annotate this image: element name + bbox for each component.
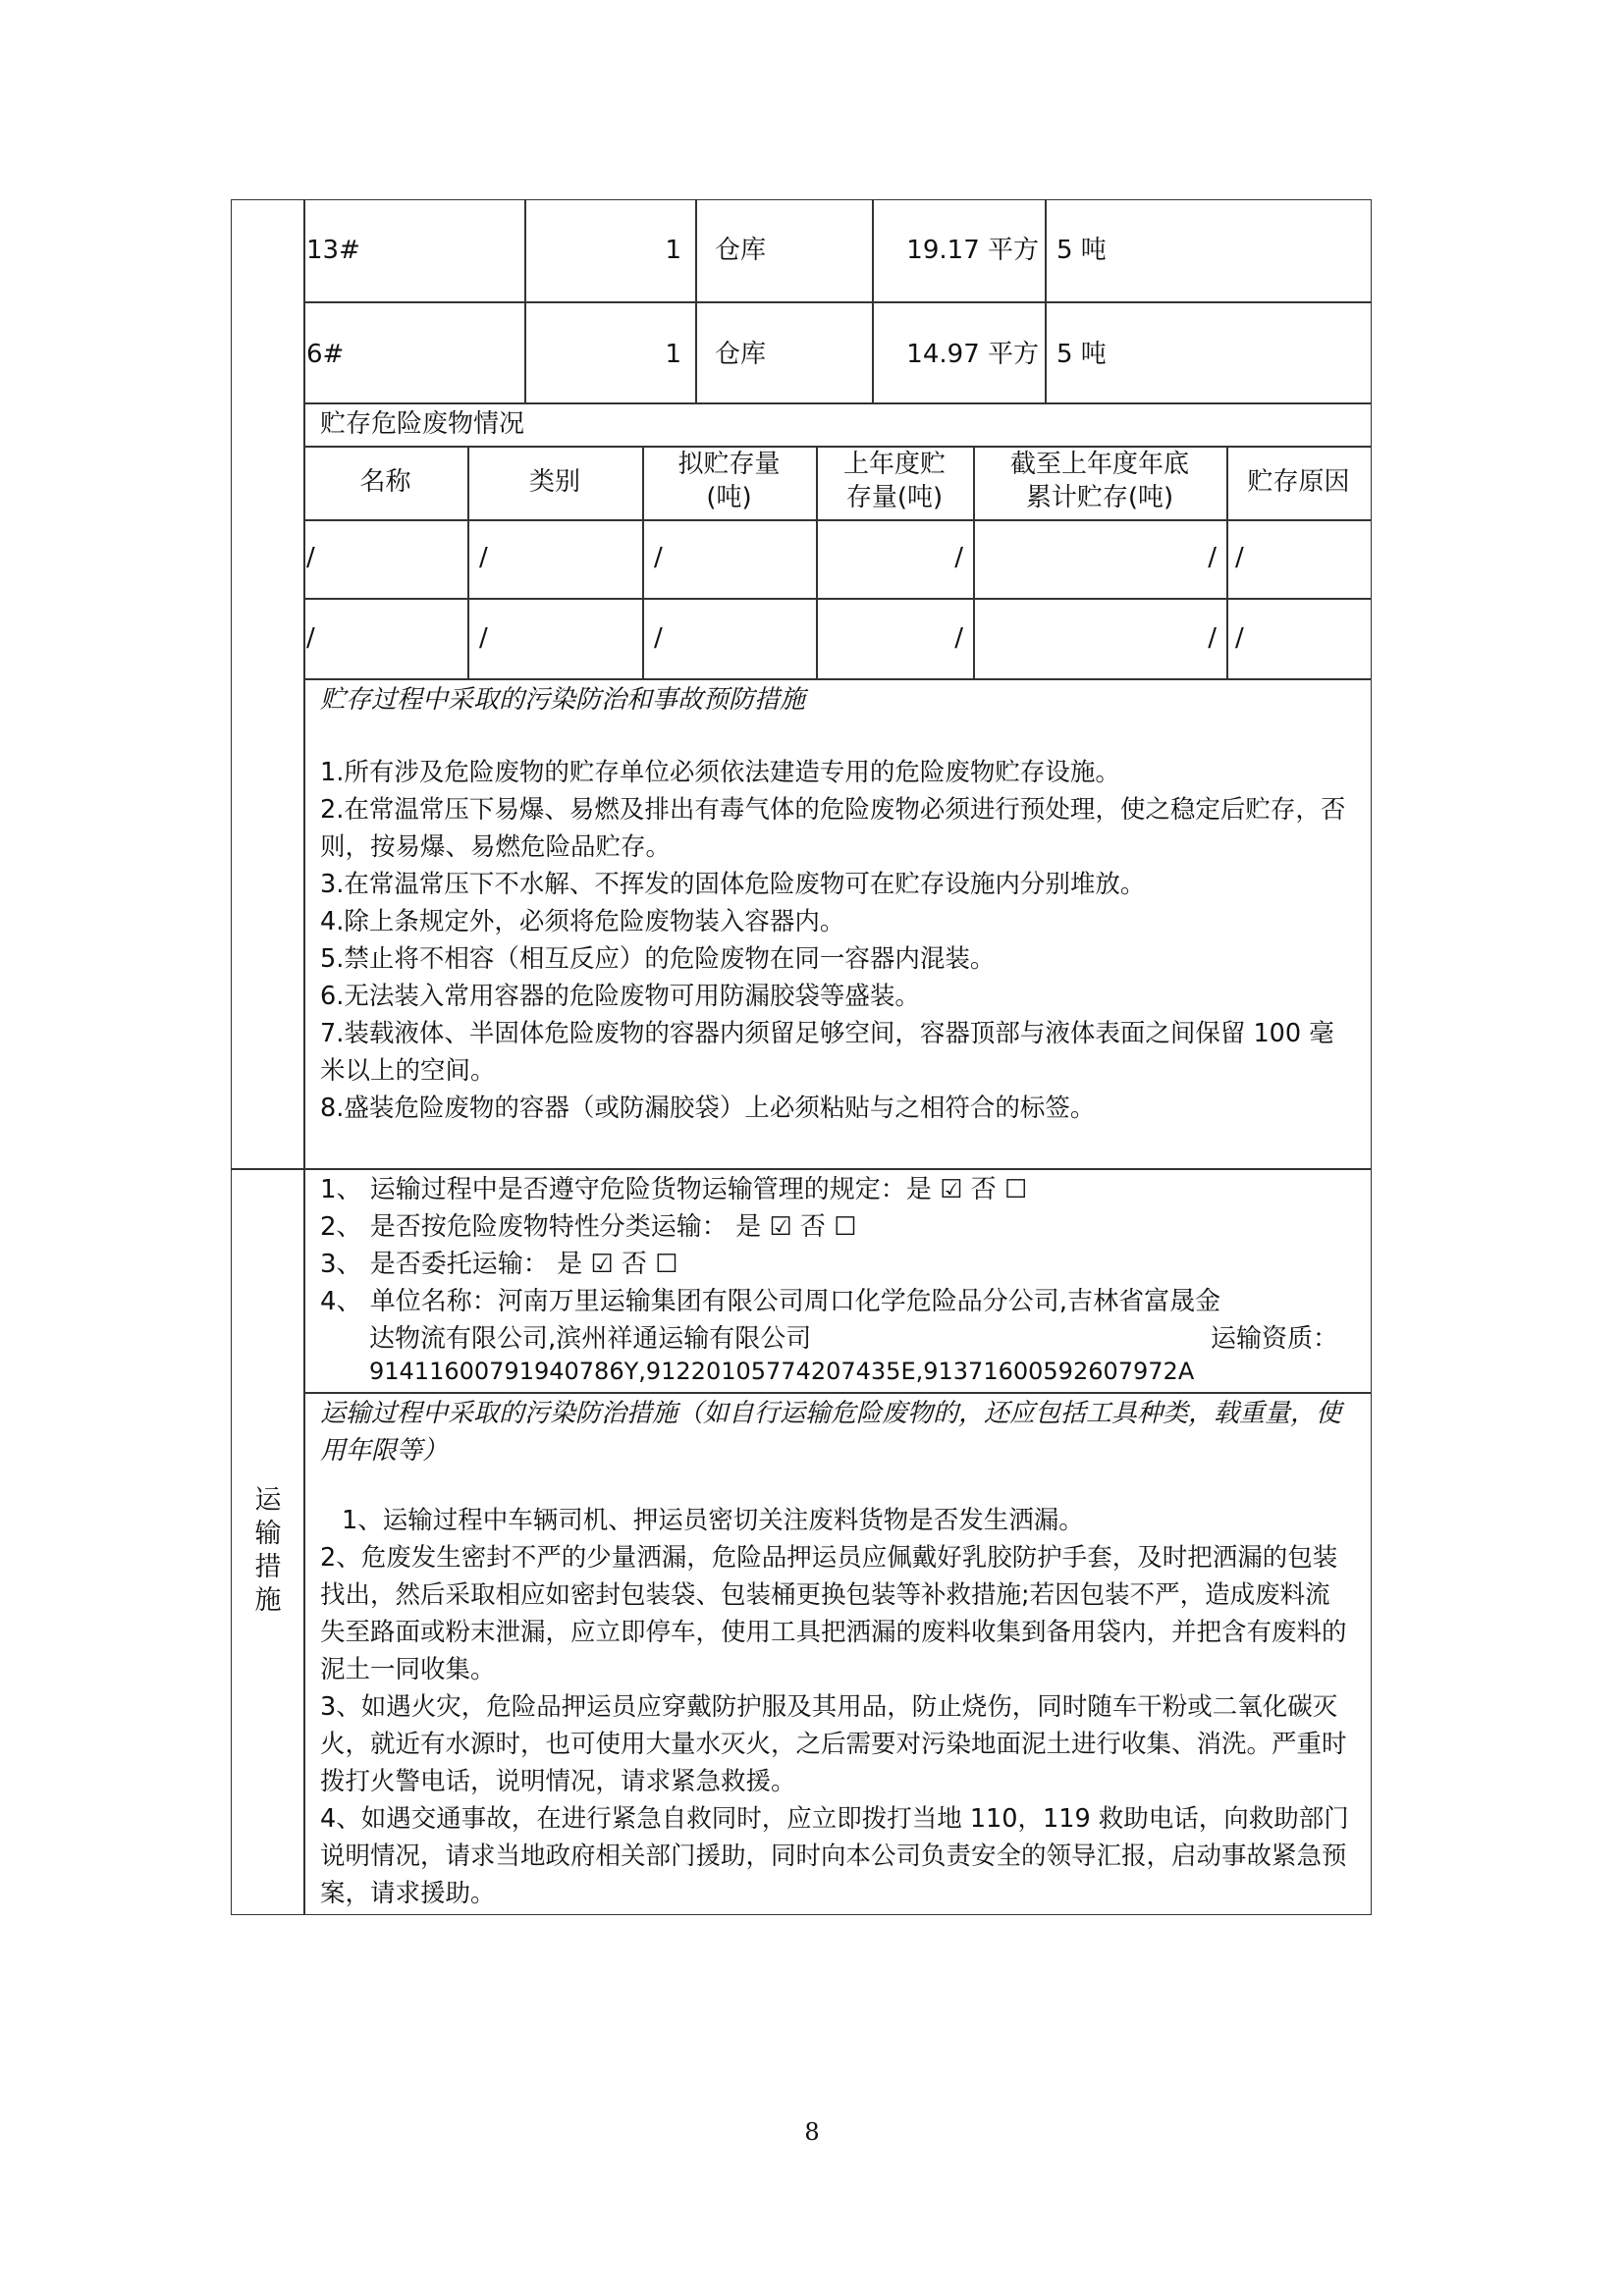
transport-measure-item: 1、运输过程中车辆司机、押运员密切关注废料货物是否发生洒漏。	[342, 1506, 1084, 1535]
storage-measure-item: 7.装载液体、半固体危险废物的容器内须留足够空间，容器顶部与液体表面之间保留 100 毫米以上的空间。	[320, 1019, 1334, 1086]
transport-measure-item: 4、如遇交通事故，在进行紧急自救同时，应立即拨打当地 110，119 救助电话，向救助部门说明情况，请求当地政府相关部门援助，同时向本公司负责安全的领导汇报，启动事故紧急预案，请求援助。	[320, 1804, 1349, 1908]
cell: /	[479, 623, 488, 653]
cell: /	[479, 543, 488, 572]
row-divider	[303, 598, 1371, 600]
facility-area: 14.97 平方	[906, 340, 1039, 369]
header-planned-text: 拟贮存量 (吨)	[677, 450, 781, 512]
facility-count: 1	[665, 340, 681, 369]
row-divider	[303, 301, 1371, 303]
cell: /	[1235, 543, 1244, 572]
facility-id: 13#	[306, 236, 360, 265]
page-number: 8	[804, 2118, 820, 2146]
cell: /	[1235, 623, 1244, 653]
header-category	[467, 463, 642, 501]
storage-measure-item: 6.无法装入常用容器的危险废物可用防漏胶袋等盛装。	[320, 982, 920, 1011]
cell: /	[1208, 543, 1217, 572]
storage-section-title: 贮存危险废物情况	[320, 409, 525, 439]
header-reason	[1226, 463, 1371, 501]
storage-measure-item: 1.所有涉及危险废物的贮存单位必须依法建造专用的危险废物贮存设施。	[320, 758, 1120, 787]
facility-type: 仓库	[715, 340, 767, 369]
header-cumulative-text: 截至上年度年底 累计贮存(吨)	[1009, 450, 1189, 512]
header-category-text: 类别	[528, 467, 580, 497]
transport-measure-item: 2、危废发生密封不严的少量洒漏，危险品押运员应佩戴好乳胶防护手套，及时把洒漏的包装找出，然后采取相应如密封包装袋、包装桶更换包装等补救措施;若因包装不严，造成废料流失至路面或粉末泄漏，应立即停车，使用工具把洒漏的废料收集到备用袋内，并把含有废料的泥土一同收集。	[320, 1543, 1347, 1684]
row-divider	[303, 678, 1371, 680]
cell: /	[654, 623, 663, 653]
cell: /	[954, 623, 963, 653]
row-divider	[303, 402, 1371, 404]
transport-question: 4、 单位名称：河南万里运输集团有限公司周口化学危险品分公司,吉林省富晟金	[320, 1287, 1221, 1316]
header-planned	[642, 448, 816, 514]
transport-qual-label: 运输资质：	[1211, 1324, 1339, 1354]
transport-heading: 运输措施	[254, 1485, 282, 1616]
transport-question: 3、 是否委托运输： 是 ☑ 否 ☐	[320, 1250, 678, 1279]
storage-measure-item: 3.在常温常压下不水解、不挥发的固体危险废物可在贮存设施内分别堆放。	[320, 870, 1146, 899]
col-divider	[695, 200, 697, 402]
cell: /	[306, 543, 315, 572]
storage-measure-item: 4.除上条规定外，必须将危险废物装入容器内。	[320, 907, 845, 936]
header-last-year	[816, 448, 973, 514]
storage-measure-item: 2.在常温常压下易爆、易燃及排出有毒气体的危险废物必须进行预处理，使之稳定后贮存，否则，按易爆、易燃危险品贮存。	[320, 795, 1346, 862]
cell: /	[306, 623, 315, 653]
facility-count: 1	[665, 236, 681, 265]
row-divider	[303, 519, 1371, 521]
header-name-text: 名称	[359, 467, 411, 497]
cell: /	[654, 543, 663, 572]
cell: /	[954, 543, 963, 572]
transport-measures-title: 运输过程中采取的污染防治措施（如自行运输危险废物的，还应包括工具种类，载重量，使用年限等）	[320, 1399, 1342, 1466]
transport-measure-item: 3、如遇火灾，危险品押运员应穿戴防护服及其用品，防止烧伤，同时随车干粉或二氧化碳灭火，就近有水源时，也可使用大量水灭火，之后需要对污染地面泥土进行收集、消洗。严重时拨打火警电话，说明情况，请求紧急救援。	[320, 1692, 1347, 1796]
header-last-year-text: 上年度贮 存量(吨)	[842, 450, 946, 512]
facility-area: 19.17 平方	[906, 236, 1039, 265]
form-table	[231, 199, 1372, 1915]
row-divider	[303, 1392, 1371, 1394]
storage-measure-item: 8.盛装危险废物的容器（或防漏胶袋）上必须粘贴与之相符合的标签。	[320, 1094, 1096, 1123]
cell: /	[1208, 623, 1217, 653]
storage-measure-item: 5.禁止将不相容（相互反应）的危险废物在同一容器内混装。	[320, 944, 996, 974]
transport-company-cont: 达物流有限公司,滨州祥通运输有限公司	[369, 1324, 812, 1354]
transport-question: 1、 运输过程中是否遵守危险货物运输管理的规定：是 ☑ 否 ☐	[320, 1175, 1028, 1204]
facility-capacity: 5 吨	[1056, 236, 1107, 265]
header-name	[303, 463, 467, 501]
transport-qual-values: 91411600791940786Y,91220105774207435E,91371600592607972A	[369, 1358, 1195, 1385]
col-divider	[1045, 200, 1047, 402]
storage-measures-title: 贮存过程中采取的污染防治和事故预防措施	[320, 685, 806, 715]
facility-capacity: 5 吨	[1056, 340, 1107, 369]
facility-type: 仓库	[715, 236, 767, 265]
header-reason-text: 贮存原因	[1247, 467, 1350, 497]
transport-question: 2、 是否按危险废物特性分类运输： 是 ☑ 否 ☐	[320, 1212, 857, 1242]
facility-id: 6#	[306, 340, 345, 369]
section-divider	[232, 1168, 1371, 1170]
left-column-divider	[303, 200, 305, 1914]
header-cumulative	[973, 448, 1226, 514]
